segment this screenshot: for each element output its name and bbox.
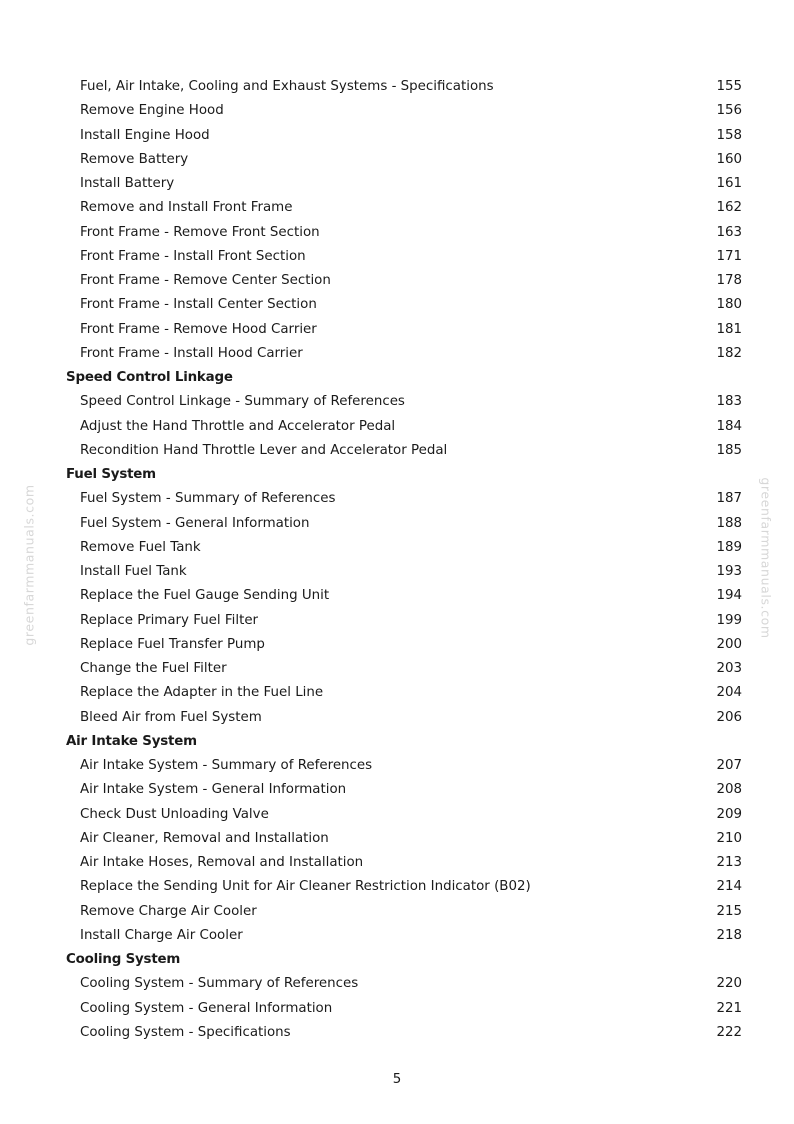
- entry-page-number: 199: [716, 612, 742, 628]
- toc-section-heading: [0, 730, 794, 754]
- entry-page-number: 204: [716, 685, 742, 701]
- toc-entry[interactable]: [0, 536, 794, 560]
- entry-title: Install Battery: [80, 176, 175, 191]
- entry-title: Remove Battery: [80, 151, 189, 167]
- entry-title: Cooling System - General Information: [80, 1000, 333, 1016]
- entry-title: Fuel System - Summary of References: [80, 491, 336, 507]
- entry-title: Front Frame - Remove Hood Carrier: [80, 321, 317, 337]
- entry-page-number: 181: [716, 321, 742, 337]
- entry-title: Air Intake System - General Information: [80, 782, 347, 798]
- entry-page-number: 207: [716, 758, 742, 773]
- entry-title: Remove Charge Air Cooler: [80, 903, 257, 919]
- entry-title: Remove and Install Front Frame: [80, 200, 293, 216]
- entry-page-number: 200: [716, 636, 742, 652]
- entry-page-number: 203: [716, 661, 742, 676]
- entry-page-number: 189: [716, 539, 742, 555]
- entry-page-number: 180: [716, 297, 742, 313]
- toc-section-heading: [0, 948, 794, 972]
- entry-page-number: 221: [716, 1000, 742, 1016]
- entry-title: Cooling System - Specifications: [80, 1024, 291, 1040]
- entry-title: Front Frame - Install Center Section: [80, 297, 317, 313]
- entry-page-number: 222: [716, 1024, 742, 1040]
- entry-page-number: 194: [716, 588, 742, 604]
- entry-page-number: 213: [716, 855, 742, 870]
- toc-entry[interactable]: [0, 415, 794, 439]
- entry-title: Recondition Hand Throttle Lever and Accelerator Pedal: [80, 442, 448, 458]
- entry-page-number: 208: [716, 782, 742, 798]
- entry-page-number: 187: [716, 491, 742, 507]
- toc-entry[interactable]: [0, 851, 794, 875]
- watermark-left: greenfarmmanuals.com: [21, 484, 37, 646]
- toc-entry[interactable]: [0, 1021, 794, 1045]
- entry-title: Fuel, Air Intake, Cooling and Exhaust Systems - Specifications: [80, 79, 494, 94]
- entry-title: Air Cleaner, Removal and Installation: [80, 830, 329, 846]
- toc-entry[interactable]: [0, 754, 794, 778]
- toc-entry[interactable]: [0, 221, 794, 245]
- entry-title: Install Fuel Tank: [80, 564, 187, 579]
- section-title: Speed Control Linkage: [66, 370, 233, 385]
- entry-page-number: 163: [716, 224, 742, 240]
- entry-title: Adjust the Hand Throttle and Accelerator Pedal: [80, 418, 396, 434]
- section-title: Fuel System: [66, 467, 156, 482]
- toc-entry[interactable]: [0, 172, 794, 196]
- entry-page-number: 156: [716, 103, 742, 119]
- entry-title: Change the Fuel Filter: [80, 661, 227, 676]
- entry-page-number: 210: [716, 830, 742, 846]
- toc-entry[interactable]: [0, 124, 794, 148]
- section-title: Cooling System: [66, 952, 181, 967]
- table-of-contents: [0, 75, 794, 1045]
- entry-page-number: 215: [716, 903, 742, 919]
- toc-entry[interactable]: [0, 633, 794, 657]
- toc-entry[interactable]: [0, 900, 794, 924]
- entry-page-number: 218: [716, 927, 742, 943]
- toc-entry[interactable]: [0, 681, 794, 705]
- toc-entry[interactable]: [0, 148, 794, 172]
- toc-entry[interactable]: [0, 584, 794, 608]
- toc-section-heading: [0, 463, 794, 487]
- toc-entry[interactable]: [0, 99, 794, 123]
- entry-title: Replace the Adapter in the Fuel Line: [80, 685, 324, 701]
- entry-title: Speed Control Linkage - Summary of References: [80, 394, 405, 410]
- toc-entry[interactable]: [0, 972, 794, 996]
- entry-page-number: 178: [716, 273, 742, 288]
- entry-page-number: 188: [716, 515, 742, 531]
- entry-page-number: 183: [716, 394, 742, 410]
- entry-page-number: 184: [716, 418, 742, 434]
- entry-page-number: 193: [716, 564, 742, 579]
- entry-title: Cooling System - Summary of References: [80, 976, 359, 992]
- entry-page-number: 220: [716, 976, 742, 992]
- toc-entry[interactable]: [0, 803, 794, 827]
- toc-entry[interactable]: [0, 390, 794, 414]
- entry-title: Replace Fuel Transfer Pump: [80, 636, 265, 652]
- toc-entry[interactable]: [0, 778, 794, 802]
- entry-title: Air Intake Hoses, Removal and Installation: [80, 855, 364, 870]
- section-title: Air Intake System: [66, 733, 197, 749]
- toc-entry[interactable]: [0, 439, 794, 463]
- entry-title: Front Frame - Remove Center Section: [80, 273, 331, 288]
- toc-entry[interactable]: [0, 827, 794, 851]
- watermark-right: greenfarmmanuals.com: [758, 477, 774, 639]
- entry-title: Check Dust Unloading Valve: [80, 806, 269, 822]
- entry-page-number: 214: [716, 879, 742, 895]
- toc-entry[interactable]: [0, 875, 794, 899]
- entry-page-number: 209: [716, 806, 742, 822]
- entry-title: Front Frame - Remove Front Section: [80, 224, 320, 240]
- toc-entry[interactable]: [0, 560, 794, 584]
- toc-entry[interactable]: [0, 924, 794, 948]
- toc-entry[interactable]: [0, 196, 794, 220]
- toc-entry[interactable]: [0, 293, 794, 317]
- entry-title: Bleed Air from Fuel System: [80, 709, 262, 725]
- toc-entry[interactable]: [0, 318, 794, 342]
- entry-title: Fuel System - General Information: [80, 515, 310, 531]
- entry-title: Install Engine Hood: [80, 127, 210, 143]
- entry-page-number: 185: [716, 442, 742, 458]
- toc-entry[interactable]: [0, 245, 794, 269]
- toc-entry[interactable]: [0, 997, 794, 1021]
- toc-entry[interactable]: [0, 75, 794, 99]
- entry-title: Replace Primary Fuel Filter: [80, 612, 259, 628]
- page-number: 5: [392, 1072, 402, 1087]
- entry-page-number: 162: [716, 200, 742, 216]
- entry-title: Front Frame - Install Hood Carrier: [80, 345, 303, 361]
- toc-entry[interactable]: [0, 342, 794, 366]
- toc-section-heading: [0, 366, 794, 390]
- toc-entry[interactable]: [0, 512, 794, 536]
- toc-entry[interactable]: [0, 706, 794, 730]
- entry-page-number: 155: [716, 79, 742, 94]
- toc-entry[interactable]: [0, 609, 794, 633]
- entry-title: Remove Fuel Tank: [80, 539, 201, 555]
- entry-title: Replace the Sending Unit for Air Cleaner Restriction Indicator (B02): [80, 879, 531, 895]
- entry-page-number: 158: [716, 127, 742, 143]
- entry-page-number: 182: [716, 345, 742, 361]
- entry-title: Replace the Fuel Gauge Sending Unit: [80, 588, 330, 604]
- entry-title: Remove Engine Hood: [80, 103, 224, 119]
- toc-entry[interactable]: [0, 657, 794, 681]
- toc-entry[interactable]: [0, 487, 794, 511]
- toc-entry[interactable]: [0, 269, 794, 293]
- entry-title: Install Charge Air Cooler: [80, 927, 243, 943]
- entry-title: Front Frame - Install Front Section: [80, 248, 306, 264]
- entry-page-number: 171: [716, 248, 742, 264]
- entry-page-number: 160: [716, 151, 742, 167]
- entry-title: Air Intake System - Summary of References: [80, 758, 373, 773]
- entry-page-number: 206: [716, 709, 742, 725]
- entry-page-number: 161: [716, 176, 742, 191]
